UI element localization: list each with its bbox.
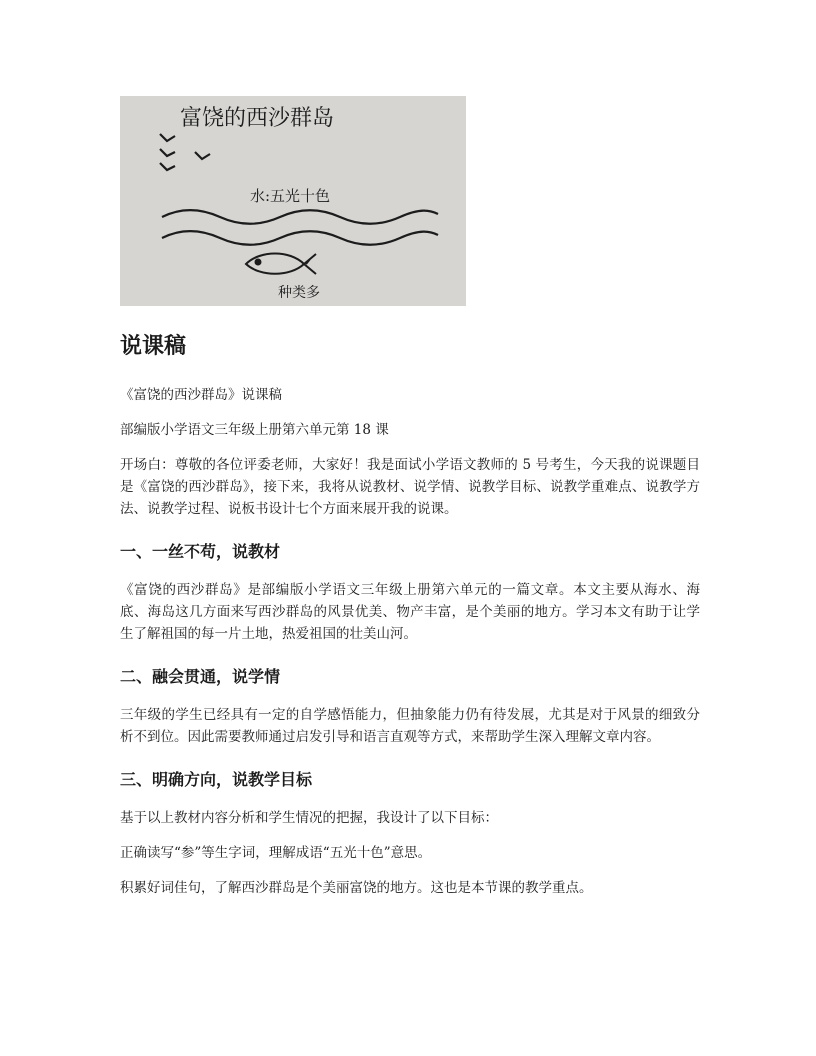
section-heading-students: 二、融会贯通，说学情 [120,667,281,687]
paragraph-opening: 开场白：尊敬的各位评委老师，大家好！我是面试小学语文教师的 5 号考生，今天我的说课题目是《富饶的西沙群岛》，接下来，我将从说教材、说学情、说教学目标、说教学重难点、说教学方法、说教学过程、说板书设计七个方面来展开我的说课。 [120,457,700,518]
paragraph-textbook: 《富饶的西沙群岛》是部编版小学语文三年级上册第六单元的一篇文章。本文主要从海水、海底、海岛这几方面来写西沙群岛的风景优美、物产丰富，是个美丽的地方。学习本文有助于让学生了解祖国的每一片土地，热爱祖国的壮美山河。 [120,582,700,643]
drawing-title: 富饶的西沙群岛 [180,106,335,131]
paragraph-goals-intro: 基于以上教材内容分析和学生情况的把握，我设计了以下目标： [120,809,498,826]
paragraph-title: 《富饶的西沙群岛》说课稿 [120,387,282,404]
section-heading-textbook: 一、一丝不苟，说教材 [120,542,281,562]
board-drawing-photo [120,96,466,306]
paragraph-course-info: 部编版小学语文三年级上册第六单元第 18 课 [120,422,389,439]
paragraph-goal-1: 正确读写“参”等生字词，理解成语“五光十色”意思。 [120,844,432,861]
paragraph-goal-2: 积累好词佳句，了解西沙群岛是个美丽富饶的地方。这也是本节课的教学重点。 [120,879,593,896]
water-label: 水:五光十色 [250,187,331,205]
fish-label: 种类多 [278,285,320,301]
document-page [120,96,700,912]
section-heading-goals: 三、明确方向，说教学目标 [120,769,313,789]
board-drawing [120,96,466,306]
paragraph-students: 三年级的学生已经具有一定的自学感悟能力，但抽象能力仍有待发展，尤其是对于风景的细致分析不到位。因此需要教师通过启发引导和语言直观等方式，来帮助学生深入理解文章内容。 [120,706,700,745]
page-title: 说课稿 [120,334,187,359]
